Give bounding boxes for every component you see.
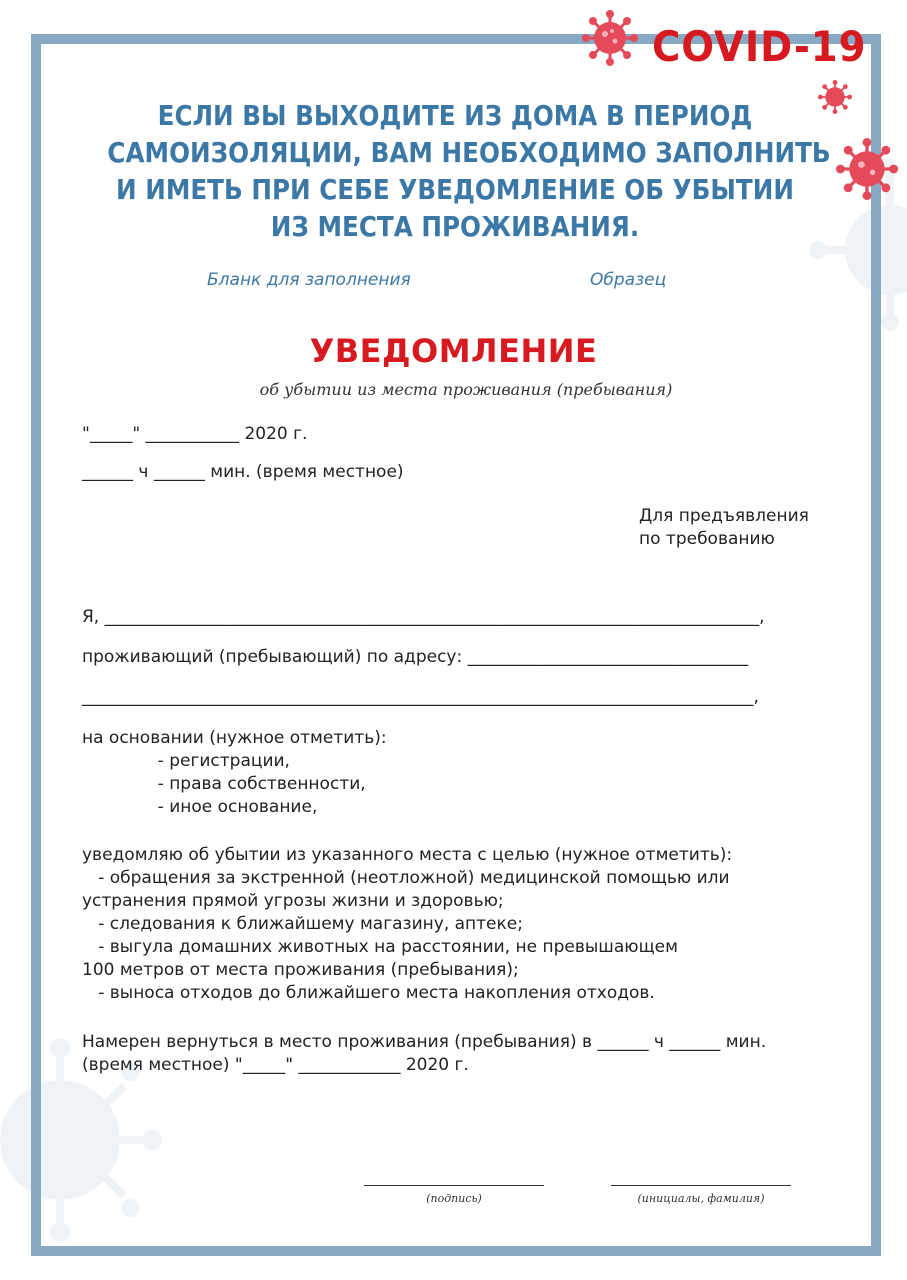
headline-line: ИЗ МЕСТА ПРОЖИВАНИЯ.	[270, 210, 640, 243]
return-statement: Намерен вернуться в место проживания (пребывания) в ______ ч ______ мин. (время местное) "_____" ____________ 2020 г.	[82, 1032, 767, 1075]
purpose-options: уведомляю об убытии из указанного места с целью (нужное отметить): - обращения за экстренной (неотложной) медицинской помощью или устранения прямой угрозы жизни и здоровью; - следования к ближайшему магазину, аптеке; - выгула домашних животных на расстоянии, не превышающем 100 метров от места проживания (пребывания); - выноса отходов до ближайшего места накопления отходов.	[82, 845, 733, 1003]
headline-line: И ИМЕТЬ ПРИ СЕБЕ УВЕДОМЛЕНИЕ ОБ УБЫТИИ	[116, 173, 794, 206]
present-note: Для предъявления по требованию	[639, 506, 809, 549]
basis-options: на основании (нужное отметить): - регистрации, - права собственности, - иное основание,	[82, 728, 387, 817]
headline-line: ЕСЛИ ВЫ ВЫХОДИТЕ ИЗ ДОМА В ПЕРИОД	[157, 99, 753, 132]
name-line	[611, 1185, 791, 1186]
address-field-continued: _______________________________________________________________________________,	[82, 687, 759, 707]
signature-caption: (подпись)	[426, 1192, 482, 1205]
name-field: Я, _____________________________________________________________________________,	[82, 607, 765, 627]
headline-line: САМОИЗОЛЯЦИИ, ВАМ НЕОБХОДИМО ЗАПОЛНИТЬ	[107, 136, 831, 169]
headline	[60, 97, 850, 245]
sample-label: Образец	[590, 270, 667, 290]
address-field: проживающий (пребывающий) по адресу: _________________________________	[82, 647, 749, 667]
document-subtitle: об убытии из места проживания (пребывания)	[259, 380, 673, 399]
document-title: УВЕДОМЛЕНИЕ	[309, 332, 598, 370]
time-field: ______ ч ______ мин. (время местное)	[82, 462, 404, 482]
blank-label: Бланк для заполнения	[207, 270, 411, 290]
virus-icon	[582, 10, 638, 66]
covid-badge: COVID-19	[652, 22, 867, 71]
signature-line	[364, 1185, 544, 1186]
date-field: "_____" ___________ 2020 г.	[82, 424, 308, 444]
name-caption: (инициалы, фамилия)	[637, 1192, 765, 1205]
